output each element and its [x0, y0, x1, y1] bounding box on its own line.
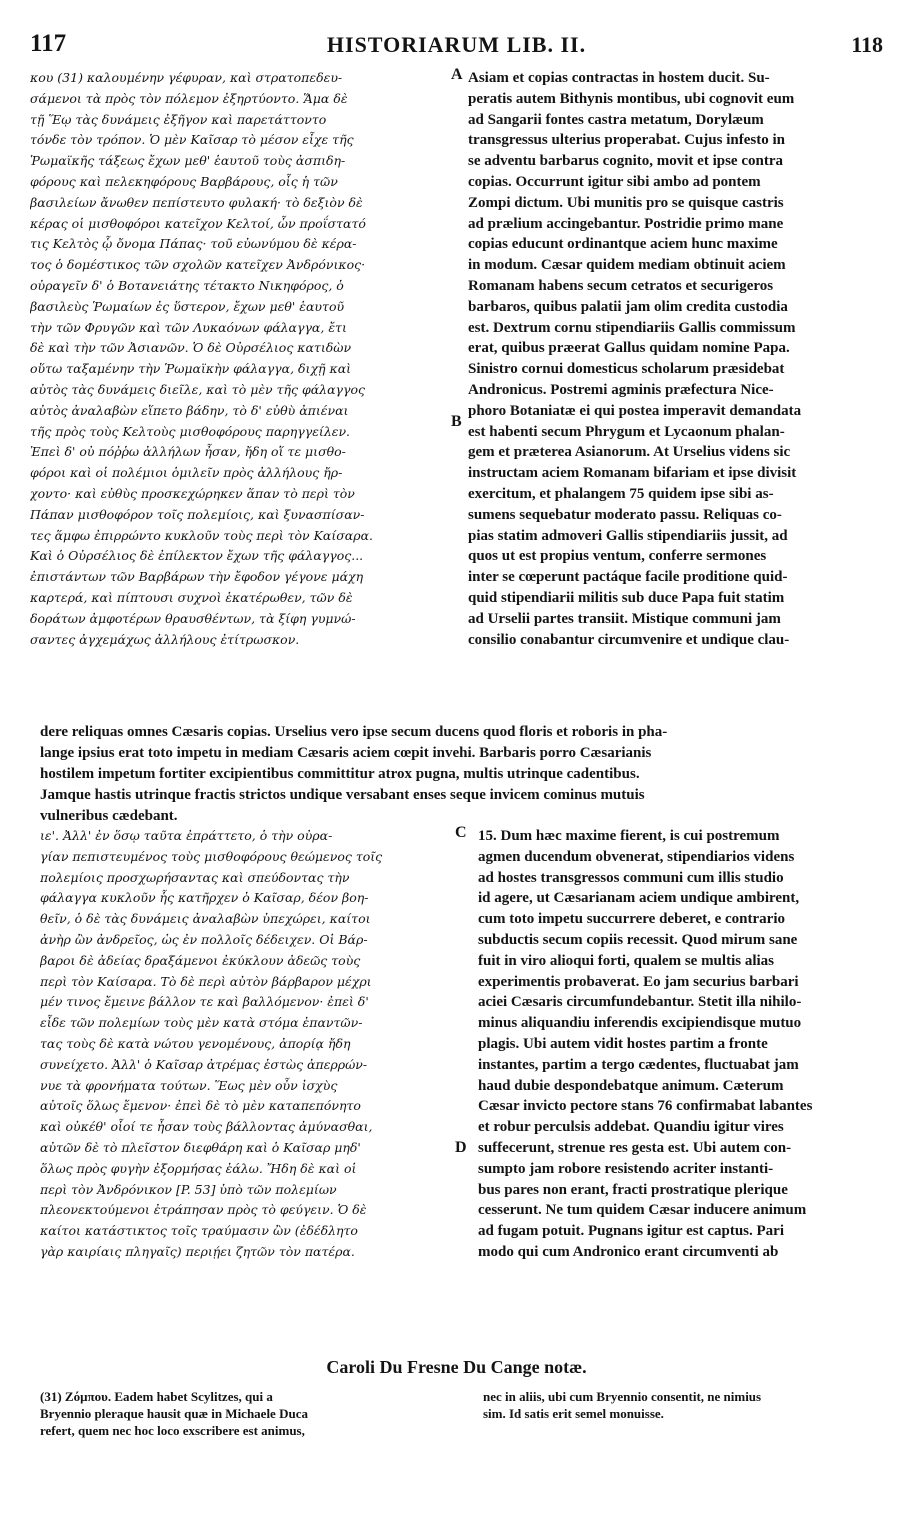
- greek-text-line: δοράτων ἀμφοτέρων θραυσθέντων, τὰ ξίφη γυμνώ-: [30, 610, 356, 626]
- greek-column-top: [30, 68, 452, 650]
- latin-text-line: est habenti secum Phrygum et Lycaonum phalan-: [468, 423, 785, 440]
- running-header: [30, 30, 883, 60]
- greek-text-line: οὐραγεῖν δ' ὁ Βοτανειάτης τέτακτο Νικηφόρος, ὁ: [30, 277, 344, 293]
- greek-text-line: τόνδε τὸν τρόπον. Ὁ μὲν Καῖσαρ τὸ μέσον εἶχε τῆς: [30, 132, 354, 148]
- latin-column-top: [468, 68, 880, 650]
- latin-text-line: plagis. Ubi autem vidit hostes partim a fronte: [478, 1035, 768, 1052]
- greek-text-line: καρτερά, καὶ πίπτουσι συχνοὶ ἑκατέρωθεν, τῶν δὲ: [30, 589, 353, 605]
- latin-text-line: barbaros, quibus palatii jam olim credita custodia: [468, 298, 788, 315]
- latin-text-line: quos ut est propius ventum, conferre sermones: [468, 548, 767, 565]
- greek-text-line: τῆς πρὸς τοὺς Κελτοὺς μισθοφόρους παρηγγείλεν.: [30, 423, 351, 439]
- greek-text-line: καίτοι κατάστικτος τοῖς τραύμασιν ὢν (ἐδέδλητο: [40, 1223, 358, 1239]
- latin-text-line: quid stipendiarii militis sub duce Papa fuit statim: [468, 589, 785, 606]
- greek-text-line: βασιλεὺς Ῥωμαίων ἐς ὕστερον, ἔχων μεθ' ἑαυτοῦ: [30, 298, 345, 314]
- latin-text-line: instructam aciem Romanam bifariam et ipse divisit: [468, 465, 797, 482]
- note-text-line: Bryennio pleraque hausit quæ in Michaele Duca: [40, 1406, 308, 1421]
- greek-text-line: Πάπαν μισθοφόρον τοῖς πολεμίοις, καὶ ξυνασπίσαν-: [30, 506, 365, 522]
- latin-text-line: minus aliquandiu inferendis excipiendisque mutuo: [478, 1015, 802, 1032]
- latin-text-line: transgressus ulterius properabat. Cujus infesto in: [468, 132, 785, 149]
- latin-text-line: id agere, ut Cæsarianam aciem undique ambirent,: [478, 890, 800, 907]
- greek-text-line: αὐτοῖς ὅλως ἔμενον· ἐπεὶ δὲ τὸ μὲν καταπεπόνητο: [40, 1098, 361, 1114]
- greek-text-line: νυε τὰ φρονήματα τούτων. Ἕως μὲν οὖν ἰσχὺς: [40, 1077, 338, 1093]
- greek-text-line: τὴν τῶν Φρυγῶν καὶ τῶν Λυκαόνων φάλαγγα, ἔτι: [30, 319, 347, 335]
- greek-text-line: οὕτω ταξαμένην τὴν Ῥωμαϊκὴν φάλαγγα, διχῇ καὶ: [30, 361, 352, 377]
- margin-marker-d: D: [455, 1139, 467, 1156]
- latin-text-line: Romanam habens secum cetratos et securigeros: [468, 277, 774, 294]
- latin-text-line: ad Sangarii fontes castra metatum, Dorylæum: [468, 111, 764, 128]
- greek-text-line: βαροι δὲ ἀδείας δραξάμενοι ἐκύκλουν ἀδεῶς τοὺς: [40, 952, 361, 968]
- greek-text-line: αὐτὸς ἀναλαβὼν εἵπετο βάδην, τὸ δ' εὐθὺ ἀπιέναι: [30, 402, 349, 418]
- latin-text-line: vulneribus cædebant.: [40, 808, 178, 824]
- greek-text-line: δὲ καὶ τὴν τῶν Ἀσιανῶν. Ὁ δὲ Οὐρσέλιος κατιδὼν: [30, 340, 352, 356]
- latin-text-line: gem et præterea Asianorum. At Urselius videns sic: [468, 444, 791, 461]
- latin-text-line: instantes, partim a tergo cædentes, fluctuabat jam: [478, 1056, 799, 1073]
- latin-text-line: experimentis probaverat. Eo jam securius barbari: [478, 973, 799, 990]
- latin-text-line: consilio conabantur circumvenire et undique clau-: [468, 631, 790, 648]
- greek-text-line: τας τοὺς δὲ κατὰ νώτου γενομένους, ἀπορίᾳ ἤδη: [40, 1035, 351, 1051]
- latin-text-line: cum toto impetu succurrere deberet, e contrario: [478, 911, 785, 928]
- running-title: HISTORIARUM LIB. II.: [326, 32, 587, 57]
- greek-text-line: φάλαγγα κυκλοῦν ἧς κατῆρχεν ὁ Καῖσαρ, δέον βοη-: [40, 890, 369, 906]
- greek-text-line: αὐτῶν δὲ τὸ πλεῖστον διεφθάρη καὶ ὁ Καῖσαρ μηδ': [40, 1139, 361, 1155]
- latin-text-line: aciei Cæsaris circumfundebantur. Stetit illa nihilo-: [478, 994, 802, 1011]
- greek-text-line: Ἐπεὶ δ' οὐ πόῤῥω ἀλλήλων ἦσαν, ἤδη οἵ τε μισθο-: [30, 444, 346, 460]
- greek-text-line: τις Κελτὸς ᾧ ὄνομα Πάπας· τοῦ εὐωνύμου δὲ κέρα-: [30, 236, 357, 252]
- latin-text-line: sumens sequebatur moderato passu. Reliquas co-: [468, 506, 782, 523]
- latin-text-line: bus pares non erant, fracti prostratique plerique: [478, 1181, 788, 1198]
- latin-text-line: Jamque hastis utrinque fractis strictos undique versabant enses seque invicem cominus mutuis: [40, 787, 645, 803]
- greek-text-line: ἐπιστάντων τῶν Βαρβάρων τὴν ἔφοδον γέγονε μάχη: [30, 569, 364, 585]
- latin-text-line: Andronicus. Postremi agminis præfectura Nice-: [468, 381, 774, 398]
- latin-text-line: sumpto jam robore resistendo acriter instanti-: [478, 1160, 774, 1177]
- greek-column-bottom: [40, 826, 450, 1263]
- latin-text-line: phoro Botaniatæ ei qui postea imperavit demandata: [468, 402, 802, 419]
- greek-text-line: τῇ Ἕῳ τὰς δυνάμεις ἐξῆγον καὶ παρετάττοντο: [30, 111, 327, 127]
- page-number-right: 118: [851, 32, 883, 57]
- latin-text-line: lange ipsius erat toto impetu in mediam Cæsaris aciem cœpit invehi. Barbaris porro Cæsarianis: [40, 745, 652, 761]
- latin-text-line: pias statim admoveri Gallis stipendiariis jussit, ad: [468, 527, 788, 544]
- latin-text-line: ad fugam potuit. Pugnans igitur est captus. Pari: [478, 1223, 785, 1240]
- note-text-line: sim. Id satis erit semel monuisse.: [483, 1406, 664, 1421]
- greek-text-line: ἀνὴρ ὢν ἀνδρεῖος, ὡς ἐν πολλοῖς δέδειχεν. Οἱ Βάρ-: [40, 931, 368, 947]
- latin-text-line: et robur perculsis addebat. Quandiu igitur vires: [478, 1119, 784, 1136]
- latin-text-line: est. Dextrum cornu stipendiariis Gallis commissum: [468, 319, 796, 336]
- latin-text-line: erat, quibus præerat Gallus quidam nomine Papa.: [468, 340, 790, 357]
- greek-text-line: συνείχετο. Ἀλλ' ὁ Καῖσαρ ἀτρέμας ἑστὼς ἀπερρών-: [40, 1056, 368, 1072]
- latin-text-line: suffecerunt, strenue res gesta est. Ubi autem con-: [478, 1139, 792, 1156]
- latin-text-line: 15. Dum hæc maxime fierent, is cui postremum: [478, 828, 780, 844]
- latin-text-line: Zompi dictum. Ubi munitis pro se quisque castris: [468, 194, 784, 211]
- latin-text-line: ad prælium accingebantur. Postridie primo mane: [468, 215, 784, 232]
- latin-text-line: subductis secum copiis recessit. Quod mirum sane: [478, 931, 798, 948]
- greek-text-line: περὶ τὸν Ἀνδρόνικον [P. 53] ὑπὸ τῶν πολεμίων: [40, 1181, 337, 1197]
- latin-text-line: dere reliquas omnes Cæsaris copias. Urselius vero ipse secum ducens quod floris et roboris in pha-: [40, 724, 668, 740]
- greek-text-line: πολεμίοις προσχωρήσαντας καὶ σπεύδοντας τὴν: [40, 869, 350, 885]
- latin-text-line: copias. Occurrunt igitur sibi ambo ad pontem: [468, 173, 761, 190]
- latin-text-line: fuit in viro alioqui forti, qualem se multis alias: [478, 952, 774, 969]
- note-text-line: refert, quem nec hoc loco exscribere est animus,: [40, 1423, 305, 1438]
- greek-text-line: Καὶ ὁ Οὐρσέλιος δὲ ἐπίλεκτον ἔχων τῆς φάλαγγος...: [30, 548, 364, 564]
- full-width-paragraph: [40, 722, 877, 827]
- notes-heading: Caroli Du Fresne Du Cange notæ.: [326, 1357, 587, 1377]
- greek-text-line: κου (31) καλουμένην γέφυραν, καὶ στρατοπεδευ-: [30, 70, 343, 85]
- notes-column-right: [483, 1388, 883, 1422]
- latin-text-line: copias educunt ordinantque aciem hunc maxime: [468, 236, 778, 253]
- latin-text-line: haud dubie despondebatque animum. Cæterum: [478, 1077, 784, 1094]
- latin-column-bottom: [478, 826, 880, 1263]
- greek-text-line: καὶ οὐκέθ' οἷοί τε ἦσαν τοὺς βάλλοντας ἀμύνασθαι,: [40, 1119, 373, 1135]
- latin-text-line: peratis autem Bithynis montibus, ubi cognovit eum: [468, 90, 795, 107]
- greek-text-line: τες ἅμφω ἐπιρρώντο κυκλοῦν τοὺς περὶ τὸν Καίσαρα.: [30, 527, 374, 543]
- margin-marker-c: C: [455, 824, 467, 841]
- greek-text-line: τος ὁ δομέστικος τῶν σχολῶν κατεῖχεν Ἀνδρόνικος·: [30, 257, 366, 273]
- greek-text-line: βασιλείων ἄνωθεν πεπίστευτο φυλακή· τὸ δεξιὸν δὲ: [30, 194, 363, 210]
- latin-text-line: in modum. Cæsar quidem mediam obtinuit aciem: [468, 257, 786, 274]
- latin-text-line: agmen ducendum obvenerat, stipendiarios videns: [478, 848, 795, 865]
- latin-text-line: ad hostes transgressos communi cum illis studio: [478, 869, 784, 886]
- latin-text-line: inter se cœperunt pactáque facile proditione quid-: [468, 569, 788, 586]
- greek-text-line: κέρας οἱ μισθοφόροι κατεῖχον Κελτοί, ὧν προΐστατό: [30, 215, 366, 231]
- page-number-left: 117: [30, 30, 67, 57]
- greek-text-line: εἶδε τῶν πολεμίων τοὺς μὲν κατὰ στόμα ἐπαντῶν-: [40, 1015, 363, 1031]
- greek-text-line: σάμενοι τὰ πρὸς τὸν πόλεμον ἐξηρτύοντο. Ἅμα δὲ: [30, 90, 348, 106]
- latin-text-line: Sinistro cornui domesticus scholarum præsidebat: [468, 361, 785, 378]
- greek-text-line: γίαν πεπιστευμένος τοὺς μισθοφόρους θεώμενος τοῖς: [40, 848, 383, 864]
- note-text-line: (31) Ζόμπου. Eadem habet Scylitzes, qui a: [40, 1389, 273, 1404]
- greek-text-line: χοντο· καὶ εὐθὺς προσκεχώρηκεν ἅπαν τὸ περὶ τὸν: [30, 485, 355, 501]
- latin-text-line: Cæsar invicto pectore stans 76 confirmabat labantes: [478, 1098, 813, 1115]
- greek-text-line: ὅλως πρὸς φυγὴν ἐξορμήσας ἑάλω. Ἤδη δὲ καὶ οἱ: [40, 1160, 357, 1176]
- latin-text-line: modo qui cum Andronico erant circumventi ab: [478, 1243, 779, 1260]
- latin-text-line: hostilem impetum fortiter excipientibus committitur atrox pugna, multis utrinque cadentibus.: [40, 766, 640, 782]
- latin-text-line: ad Urselii partes transiit. Mistique communi jam: [468, 610, 781, 627]
- latin-text-line: Asiam et copias contractas in hostem ducit. Su-: [468, 70, 770, 86]
- greek-text-line: μέν τινος ἔμεινε βάλλον τε καὶ βαλλόμενον· ἐπεὶ δ': [40, 994, 369, 1010]
- greek-text-line: φόροι καὶ οἱ πολέμιοι ὁμιλεῖν πρὸς ἀλλήλους ἤρ-: [30, 465, 343, 481]
- greek-text-line: αὐτὸς τὰς δυνάμεις διεῖλε, καὶ τὸ μὲν τῆς φάλαγγος: [30, 381, 366, 397]
- latin-text-line: se adventu barbarus cognito, movit et ipse contra: [468, 153, 783, 170]
- margin-marker-b: B: [451, 413, 462, 430]
- greek-text-line: φόρους καὶ πελεκηφόρους Βαρβάρους, οἷς ἡ τῶν: [30, 173, 338, 189]
- greek-text-line: ιε'. Ἀλλ' ἐν ὅσῳ ταῦτα ἐπράττετο, ὁ τὴν οὐρα-: [40, 828, 333, 843]
- greek-text-line: γὰρ καιρίαις πληγαῖς) περιῄει ζητῶν τὸν πατέρα.: [40, 1243, 355, 1259]
- greek-text-line: περὶ τὸν Καίσαρα. Τὸ δὲ περὶ αὐτὸν βάρβαρον μέχρι: [40, 973, 372, 989]
- notes-column-left: [40, 1388, 450, 1439]
- greek-text-line: Ῥωμαϊκῆς τάξεως ἔχων μεθ' ἑαυτοῦ τοὺς ἀσπιδη-: [30, 153, 346, 169]
- greek-text-line: θεῖν, ὁ δὲ τὰς δυνάμεις ἀναλαβὼν ὑπεχώρει, καίτοι: [40, 911, 371, 927]
- latin-text-line: cesserunt. Ne tum quidem Cæsar inducere animum: [478, 1202, 807, 1219]
- greek-text-line: πλεονεκτούμενοι ἐτράπησαν πρὸς τὸ φεύγειν. Ὁ δὲ: [40, 1202, 367, 1218]
- margin-marker-a: A: [451, 66, 463, 83]
- greek-text-line: σαντες ἀγχεμάχως ἀλλήλους ἐτίτρωσκον.: [30, 631, 300, 647]
- note-text-line: nec in aliis, ubi cum Bryennio consentit, ne nimius: [483, 1389, 762, 1404]
- latin-text-line: exercitum, et phalangem 75 quidem ipse sibi as-: [468, 485, 774, 502]
